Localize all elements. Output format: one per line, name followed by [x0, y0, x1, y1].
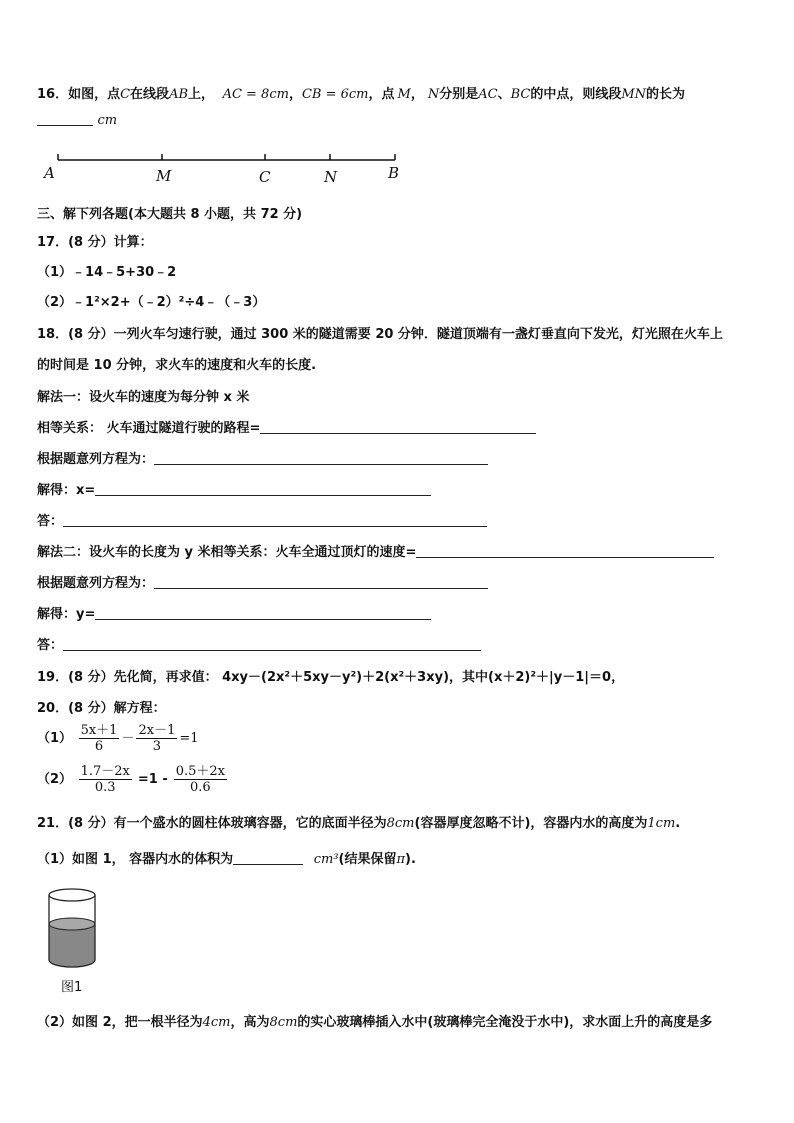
q21-intro-a: 21．(8 分）有一个盛水的圆柱体玻璃容器，它的底面半径为 [37, 816, 387, 831]
q16-t-mid: 分别是 [439, 87, 479, 102]
q21-part1 [37, 848, 416, 867]
q18-method2-intro [37, 541, 714, 560]
q21-p2-b: ，高为 [230, 1015, 270, 1030]
cb-equation: CB = 6cm [301, 87, 369, 102]
point-n: N [427, 87, 440, 102]
q16-t-and: 、 [497, 87, 511, 102]
denominator: 3 [152, 739, 162, 754]
segment-bc: BC [510, 87, 531, 102]
q17-heading: 17．(8 分）计算： [37, 235, 153, 250]
q21-p2-a: （2）如图 2，把一根半径为 [37, 1015, 203, 1030]
comma: ， [288, 87, 302, 102]
q18-method1-intro: 解法一：设火车的速度为每分钟 x 米 [37, 390, 250, 405]
equals-one-minus: =1 - [137, 772, 168, 787]
equals-rhs: =1 [179, 731, 199, 746]
q16-t-tail: 的中点，则线段 [530, 87, 622, 102]
denominator: 6 [94, 739, 104, 754]
answer-blank[interactable] [95, 618, 431, 620]
q18-method2-solution [37, 603, 431, 622]
part-label: （1） [37, 731, 73, 746]
figure-1-caption: 图1 [61, 980, 83, 995]
segment-figure [40, 150, 410, 186]
q16-t-on2: 上， [188, 87, 215, 102]
q16-t-pt: ，点 [368, 87, 395, 102]
label-n: N [324, 168, 338, 186]
water-surface [49, 918, 95, 930]
segment-mn: MN [621, 87, 647, 102]
q16-t-on: 在线段 [130, 87, 170, 102]
radius-value: 8cm [386, 816, 415, 831]
answer-blank[interactable] [95, 494, 431, 496]
denominator: 0.6 [190, 780, 211, 795]
q20-heading: 20．(8 分）解方程： [37, 701, 166, 716]
rod-radius: 4cm [202, 1015, 231, 1030]
method2-label: 解法二：设火车的长度为 y 米相等关系：火车全通过顶灯的速度= [37, 545, 417, 560]
answer-blank[interactable] [154, 587, 488, 589]
label-c: C [259, 168, 271, 186]
fraction [174, 764, 227, 795]
cylinder-figure [44, 886, 100, 970]
q18-method1-solution [37, 479, 431, 498]
answer-blank[interactable] [37, 124, 93, 126]
q21-p2-c: 的实心玻璃棒插入水中(玻璃棒完全淹没于水中)，求水面上升的高度是多 [297, 1015, 713, 1030]
answer-label: 答： [37, 514, 64, 529]
minus-sign: － [121, 731, 135, 746]
unit-cm3: cm³ [313, 852, 339, 867]
period: . [675, 816, 681, 831]
q17-part1: （1）﹣14﹣5+30﹣2 [37, 265, 177, 280]
q16-t-end: 的长为 [646, 87, 686, 102]
numerator: 1.7－2x [80, 764, 130, 779]
point-m: M [397, 87, 411, 102]
fraction [79, 764, 132, 795]
q16-text: 16．如图，点 [37, 87, 121, 102]
q16-line2 [37, 113, 117, 128]
answer-blank[interactable] [63, 649, 481, 651]
q21-p1-c: ). [405, 852, 416, 867]
answer-label: 答： [37, 638, 64, 653]
solution-label: 解得：y= [37, 607, 96, 622]
q18-method1-equation [37, 448, 488, 467]
q18-method1-relation [37, 417, 536, 436]
q19-text: 19．(8 分）先化简，再求值： 4xy－(2x²＋5xy－y²)＋2(x²＋3xy)，其中(x＋2)²＋|y－1|＝0， [37, 670, 625, 685]
q21-p1-b: (结果保留 [338, 852, 397, 867]
q21-intro-b: (容器厚度忽略不计)，容器内水的高度为 [414, 816, 648, 831]
q17-part2: （2）﹣1²×2+（﹣2）²÷4﹣（﹣3） [37, 295, 266, 310]
q18-method2-equation [37, 572, 488, 591]
comma: ， [410, 87, 424, 102]
q18-line2: 的时间是 10 分钟，求火车的速度和火车的长度. [37, 358, 317, 373]
denominator: 0.3 [94, 780, 116, 795]
height-value: 1cm [647, 816, 676, 831]
q21-part2 [37, 1011, 712, 1030]
q20-part2 [37, 764, 229, 795]
equation-label: 根据题意列方程为： [37, 452, 155, 467]
numerator: 2x－1 [138, 723, 176, 738]
point-c: C [120, 87, 131, 102]
label-m: M [156, 167, 172, 185]
segment-ab: AB [169, 87, 189, 102]
solution-label: 解得：x= [37, 483, 96, 498]
fraction [79, 723, 120, 754]
rod-height: 8cm [269, 1015, 298, 1030]
answer-blank[interactable] [416, 556, 714, 558]
equation-label: 根据题意列方程为： [37, 576, 155, 591]
answer-blank[interactable] [260, 432, 536, 434]
fraction [136, 723, 177, 754]
label-b: B [388, 164, 400, 182]
q18-line1: 18．(8 分）一列火车匀速行驶，通过 300 米的隧道需要 20 分钟．隧道顶端有一盏灯垂直向下发光，灯光照在火车上 [37, 327, 723, 342]
answer-blank[interactable] [63, 525, 487, 527]
q18-method1-answer [37, 510, 487, 529]
section-3-heading: 三、解下列各题(本大题共 8 小题，共 72 分) [37, 207, 303, 222]
numerator: 5x＋1 [80, 723, 118, 738]
segment-ac: AC [478, 87, 498, 102]
label-a: A [44, 164, 55, 182]
q21-intro [37, 812, 680, 831]
ac-equation: AC = 8cm [222, 87, 289, 102]
cylinder-top [49, 889, 95, 901]
q18-method2-answer [37, 634, 481, 653]
q16-line1 [37, 83, 685, 102]
answer-blank[interactable] [233, 863, 303, 865]
part-label: （2） [37, 772, 73, 787]
pi-symbol: π [396, 852, 406, 867]
q21-p1-label: （1）如图 1， 容器内水的体积为 [37, 852, 234, 867]
answer-blank[interactable] [154, 463, 488, 465]
numerator: 0.5＋2x [175, 764, 225, 779]
unit-cm: cm [97, 113, 118, 128]
q20-part1 [37, 723, 199, 754]
relation-label: 相等关系： 火车通过隧道行驶的路程= [37, 421, 261, 436]
